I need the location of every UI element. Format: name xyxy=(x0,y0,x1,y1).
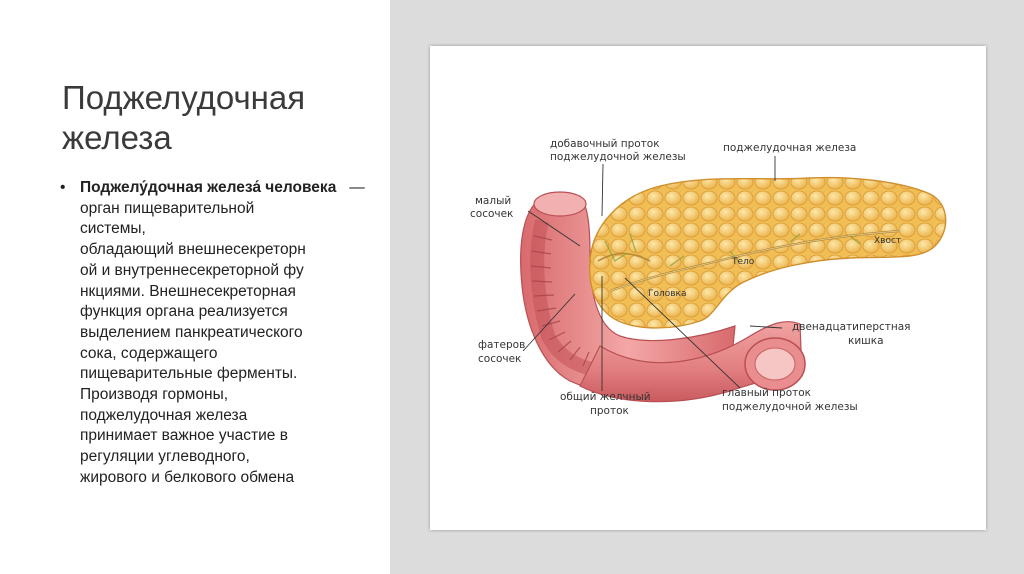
label-common-bile-duct: общий желчный xyxy=(560,391,651,403)
bullet-line: нкциями. Внешнесекреторная xyxy=(80,282,296,300)
label-body: Тело xyxy=(732,257,755,267)
bullet-line: функция органа реализуется xyxy=(80,303,288,321)
title-line-1: Поджелудочная xyxy=(62,79,306,116)
label-main-duct: главный проток xyxy=(722,387,812,399)
pancreas-diagram-frame xyxy=(430,46,986,530)
dash xyxy=(341,179,350,196)
dash-char: — xyxy=(349,179,365,196)
text-panel xyxy=(0,0,390,574)
bullet-line: пищеварительные ферменты. xyxy=(80,365,298,383)
bullet-line: Производя гормоны, xyxy=(80,386,229,404)
label-pancreas: поджелудочная железа xyxy=(723,142,857,154)
label-common-bile-duct: проток xyxy=(590,405,629,417)
bullet-line: системы, xyxy=(80,220,146,238)
bullet-line: выделением панкреатического xyxy=(80,323,303,341)
label-duodenum: кишка xyxy=(848,335,884,347)
label-accessory-duct: добавочный проток xyxy=(550,138,660,150)
pancreas-diagram xyxy=(430,46,986,530)
label-minor-papilla: малый xyxy=(475,195,512,207)
bullet-text xyxy=(80,178,380,489)
label-duodenum: двенадцатиперстная xyxy=(792,321,911,333)
label-head: Головка xyxy=(648,289,687,299)
bullet-line: поджелудочная железа xyxy=(80,406,248,424)
label-vater-papilla: фатеров xyxy=(478,339,526,351)
bullet-line: сока, содержащего xyxy=(80,344,218,362)
bullet-line: ой и внутреннесекреторной фу xyxy=(80,261,304,279)
bullet-line: орган пищеварительной xyxy=(80,199,255,217)
label-main-duct: поджелудочной железы xyxy=(722,401,858,413)
bullet-line: принимает важное участие в xyxy=(80,427,288,445)
pancreas-organ xyxy=(590,178,946,328)
title-line-2: железа xyxy=(62,119,172,156)
bullet-line: жирового и белкового обмена xyxy=(80,468,295,486)
label-vater-papilla: сосочек xyxy=(478,353,522,365)
label-tail: Хвост xyxy=(874,236,902,246)
label-minor-papilla: сосочек xyxy=(470,208,514,220)
bullet-marker: • xyxy=(60,179,66,196)
slide-title xyxy=(62,78,305,158)
bold-term: Поджелу́дочная железа́ человека xyxy=(80,179,337,196)
bullet-line: обладающий внешнесекреторн xyxy=(80,241,306,259)
bullet-line: регуляции углеводного, xyxy=(80,448,250,466)
label-accessory-duct: поджелудочной железы xyxy=(550,151,686,163)
